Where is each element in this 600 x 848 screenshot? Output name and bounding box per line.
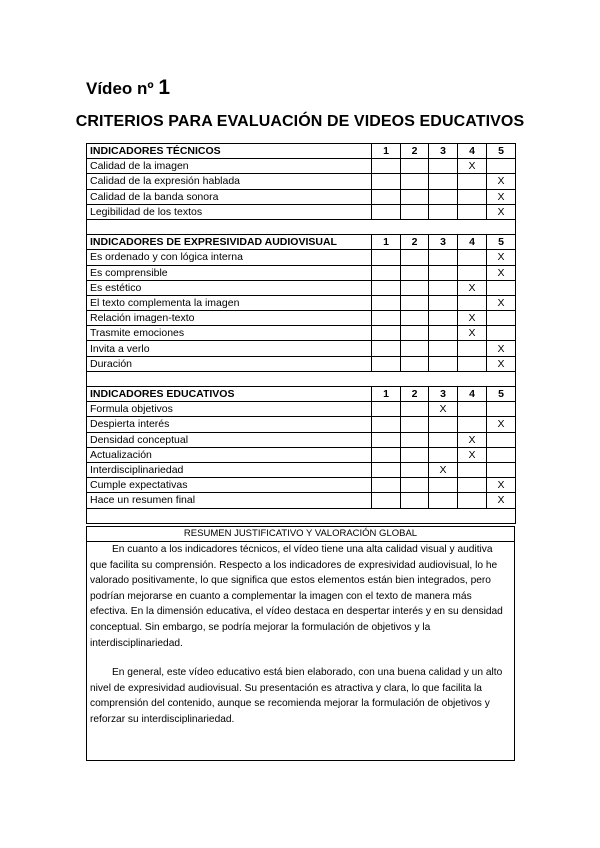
score-cell	[429, 295, 458, 310]
score-cell	[372, 174, 401, 189]
score-cell: X	[487, 417, 516, 432]
score-cell	[458, 417, 487, 432]
score-cell	[401, 341, 429, 356]
score-cell	[372, 402, 401, 417]
score-cell: X	[458, 432, 487, 447]
spacer-row	[87, 508, 516, 523]
score-cell	[487, 280, 516, 295]
table-row	[87, 295, 516, 310]
table-row	[87, 204, 516, 219]
score-cell	[372, 311, 401, 326]
score-cell: X	[487, 295, 516, 310]
score-cell: X	[487, 265, 516, 280]
indicator-label: Legibilidad de los textos	[87, 204, 372, 219]
score-header: 1	[372, 387, 401, 402]
indicator-label: Calidad de la expresión hablada	[87, 174, 372, 189]
score-cell	[458, 295, 487, 310]
score-cell	[429, 447, 458, 462]
score-cell	[429, 159, 458, 174]
score-cell	[458, 493, 487, 508]
score-cell	[429, 417, 458, 432]
score-cell	[372, 493, 401, 508]
score-cell	[458, 174, 487, 189]
section-header-row	[87, 387, 516, 402]
indicator-label: Duración	[87, 356, 372, 371]
spacer-cell	[87, 508, 516, 523]
indicator-label: Es estético	[87, 280, 372, 295]
score-cell	[401, 462, 429, 477]
table-row	[87, 462, 516, 477]
table-row	[87, 341, 516, 356]
score-cell	[401, 447, 429, 462]
score-cell	[487, 311, 516, 326]
video-number: 1	[158, 76, 171, 99]
score-cell	[372, 462, 401, 477]
score-cell: X	[487, 189, 516, 204]
score-header: 3	[429, 144, 458, 159]
score-cell	[401, 295, 429, 310]
score-cell	[401, 493, 429, 508]
score-cell	[372, 447, 401, 462]
score-cell	[458, 265, 487, 280]
table-row	[87, 478, 516, 493]
score-cell: X	[458, 280, 487, 295]
spacer-cell	[87, 371, 516, 386]
indicator-label: Es ordenado y con lógica interna	[87, 250, 372, 265]
section-heading: INDICADORES DE EXPRESIVIDAD AUDIOVISUAL	[87, 235, 372, 250]
score-cell	[372, 478, 401, 493]
score-cell	[372, 250, 401, 265]
table-row	[87, 189, 516, 204]
indicator-label: Calidad de la banda sonora	[87, 189, 372, 204]
score-cell	[429, 478, 458, 493]
score-cell: X	[458, 326, 487, 341]
score-cell	[429, 250, 458, 265]
table-row	[87, 447, 516, 462]
score-header: 2	[401, 144, 429, 159]
indicator-label: Hace un resumen final	[87, 493, 372, 508]
score-cell	[401, 159, 429, 174]
table-row	[87, 159, 516, 174]
score-header: 4	[458, 144, 487, 159]
score-cell	[372, 204, 401, 219]
score-header: 3	[429, 387, 458, 402]
score-cell	[401, 311, 429, 326]
score-cell: X	[487, 250, 516, 265]
section-heading: INDICADORES TÉCNICOS	[87, 144, 372, 159]
table-row	[87, 326, 516, 341]
summary-paragraph: En cuanto a los indicadores técnicos, el vídeo tiene una alta calidad visual y auditiva que facilita su comprensión. Respecto a los indicadores de expresividad audiovisual, lo he valorado positivamente, lo que significa que estos elementos están bien integrados, pero podrían mejorarse en cuanto a complementar la imagen con el texto de manera más efectiva. En la dimensión educativa, el vídeo destaca en despertar interés y en su densidad conceptual. Sin embargo, se podría mejorar la formulación de objetivos y la interdisciplinariedad.	[90, 544, 503, 649]
score-cell	[458, 189, 487, 204]
section-heading: INDICADORES EDUCATIVOS	[87, 387, 372, 402]
score-cell: X	[487, 341, 516, 356]
score-cell	[458, 462, 487, 477]
score-cell	[401, 402, 429, 417]
summary-paragraph: En general, este vídeo educativo está bien elaborado, con una buena calidad y un alto nivel de expresividad audiovisual. Su presentación es atractiva y clara, lo que facilita la comprensión del contenido, aunque se recomienda mejorar la formulación de objetivos y reforzar su interdisciplinariedad.	[90, 667, 503, 725]
score-cell	[372, 189, 401, 204]
score-cell	[458, 250, 487, 265]
indicator-label: Cumple expectativas	[87, 478, 372, 493]
indicator-label: Despierta interés	[87, 417, 372, 432]
score-cell	[487, 447, 516, 462]
spacer-row	[87, 219, 516, 234]
score-cell	[401, 280, 429, 295]
score-cell	[487, 432, 516, 447]
score-cell	[429, 326, 458, 341]
indicator-label: Densidad conceptual	[87, 432, 372, 447]
table-row	[87, 311, 516, 326]
indicator-label: Trasmite emociones	[87, 326, 372, 341]
score-header: 4	[458, 387, 487, 402]
score-cell	[429, 432, 458, 447]
summary-box	[86, 526, 515, 761]
score-cell	[401, 326, 429, 341]
score-cell: X	[487, 493, 516, 508]
score-cell	[429, 189, 458, 204]
score-cell	[429, 174, 458, 189]
score-cell	[401, 250, 429, 265]
score-cell	[401, 204, 429, 219]
score-cell	[372, 265, 401, 280]
score-cell	[429, 280, 458, 295]
score-cell	[401, 478, 429, 493]
score-cell	[429, 204, 458, 219]
score-cell: X	[487, 204, 516, 219]
page-title: CRITERIOS PARA EVALUACIÓN DE VIDEOS EDUCATIVOS	[75, 113, 525, 130]
indicator-label: Invita a verlo	[87, 341, 372, 356]
video-label: Vídeo nº	[86, 79, 154, 98]
indicator-label: El texto complementa la imagen	[87, 295, 372, 310]
score-cell	[401, 417, 429, 432]
score-cell	[401, 189, 429, 204]
score-header: 3	[429, 235, 458, 250]
score-cell	[372, 356, 401, 371]
score-cell: X	[487, 174, 516, 189]
score-cell	[487, 462, 516, 477]
score-cell	[429, 493, 458, 508]
spacer-row	[87, 371, 516, 386]
score-cell	[429, 356, 458, 371]
indicator-label: Calidad de la imagen	[87, 159, 372, 174]
table-row	[87, 402, 516, 417]
table-row	[87, 356, 516, 371]
score-cell	[372, 432, 401, 447]
score-header: 1	[372, 144, 401, 159]
score-cell: X	[487, 356, 516, 371]
score-cell	[401, 174, 429, 189]
score-cell	[487, 402, 516, 417]
score-cell	[372, 295, 401, 310]
score-cell	[429, 341, 458, 356]
indicator-label: Relación imagen-texto	[87, 311, 372, 326]
score-cell	[487, 159, 516, 174]
table-row	[87, 432, 516, 447]
score-cell	[372, 159, 401, 174]
score-cell	[458, 204, 487, 219]
score-cell: X	[429, 462, 458, 477]
score-cell: X	[458, 159, 487, 174]
table-row	[87, 493, 516, 508]
score-cell	[372, 280, 401, 295]
score-cell	[372, 326, 401, 341]
table-row	[87, 250, 516, 265]
indicator-label: Interdisciplinariedad	[87, 462, 372, 477]
score-cell	[458, 478, 487, 493]
video-title	[86, 76, 170, 100]
indicator-label: Es comprensible	[87, 265, 372, 280]
indicator-label: Formula objetivos	[87, 402, 372, 417]
summary-title: RESUMEN JUSTIFICATIVO Y VALORACIÓN GLOBAL	[87, 527, 514, 542]
spacer-cell	[87, 219, 516, 234]
score-header: 2	[401, 235, 429, 250]
table-row	[87, 174, 516, 189]
score-header: 5	[487, 144, 516, 159]
score-cell	[487, 326, 516, 341]
score-cell	[401, 265, 429, 280]
score-cell	[372, 417, 401, 432]
score-header: 5	[487, 235, 516, 250]
table-row	[87, 265, 516, 280]
indicator-label: Actualización	[87, 447, 372, 462]
score-cell	[429, 311, 458, 326]
score-cell	[429, 265, 458, 280]
score-cell: X	[487, 478, 516, 493]
score-header: 4	[458, 235, 487, 250]
score-header: 1	[372, 235, 401, 250]
section-header-row	[87, 235, 516, 250]
score-cell	[458, 341, 487, 356]
evaluation-table	[86, 143, 516, 524]
score-cell: X	[458, 311, 487, 326]
score-cell: X	[458, 447, 487, 462]
score-header: 5	[487, 387, 516, 402]
score-cell	[458, 356, 487, 371]
score-cell	[401, 356, 429, 371]
score-cell	[458, 402, 487, 417]
table-row	[87, 417, 516, 432]
score-cell	[372, 341, 401, 356]
table-row	[87, 280, 516, 295]
section-header-row	[87, 144, 516, 159]
score-cell: X	[429, 402, 458, 417]
score-header: 2	[401, 387, 429, 402]
score-cell	[401, 432, 429, 447]
